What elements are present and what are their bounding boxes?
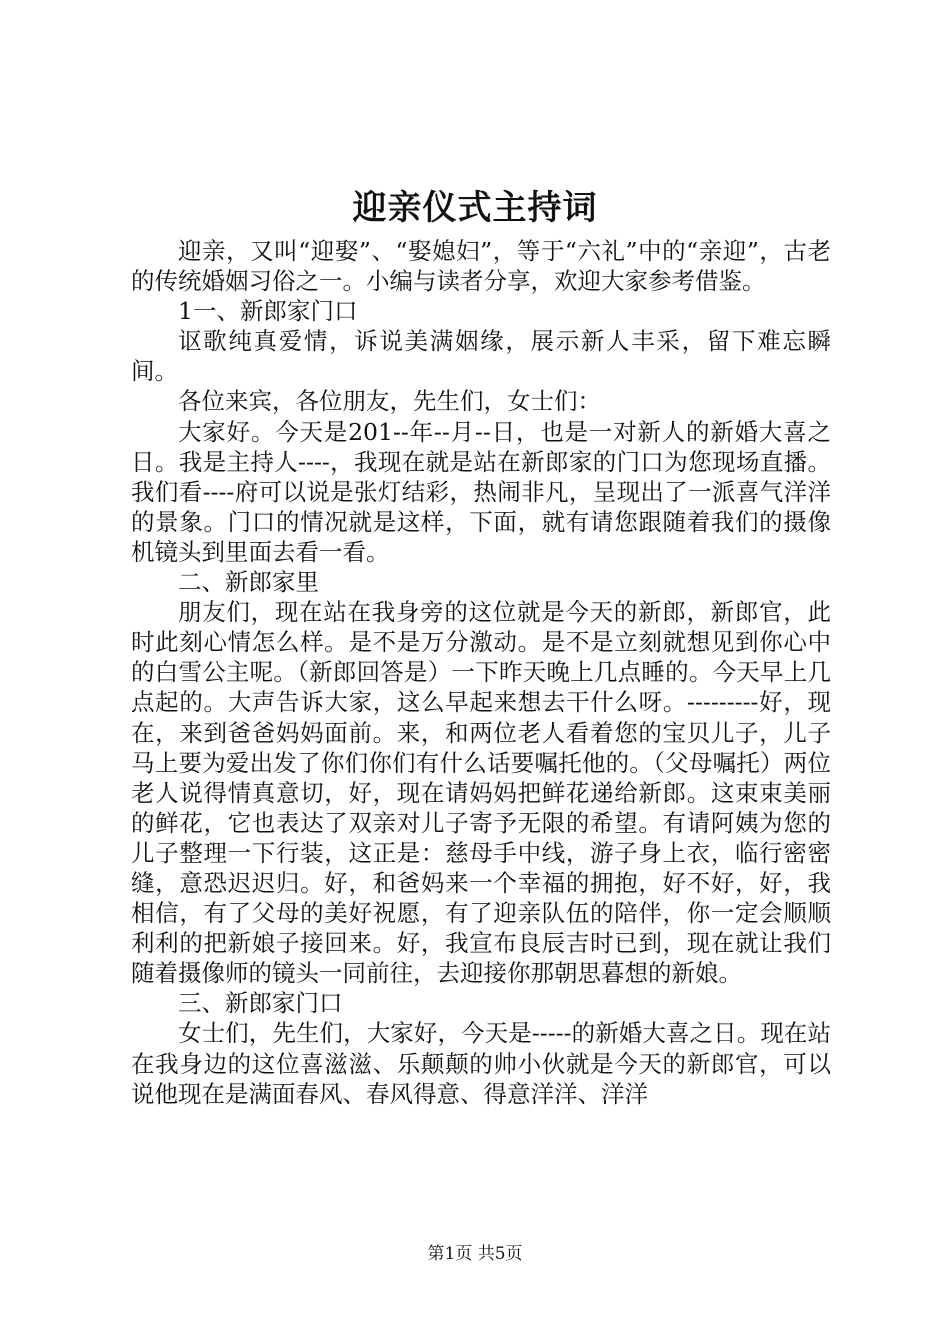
section-heading-3: 三、新郎家门口 xyxy=(178,989,343,1018)
section-heading-1: 1一、新郎家门口 xyxy=(178,297,358,326)
section1-paragraph-2: 各位来宾，各位朋友，先生们，女士们： xyxy=(178,387,601,416)
document-body xyxy=(131,236,831,1109)
section3-paragraph-1: 女士们，先生们，大家好，今天是-----的新婚大喜之日。现在站在我身边的这位喜滋滋、乐颠颠的帅小伙就是今天的新郎官，可以说他现在是满面春风、春风得意、得意洋洋、洋洋 xyxy=(131,1019,831,1108)
section1-paragraph-1: 讴歌纯真爱情，诉说美满姻缘，展示新人丰采，留下难忘瞬间。 xyxy=(131,327,831,386)
document-title: 迎亲仪式主持词 xyxy=(352,188,598,228)
page-footer: 第1页 共5页 xyxy=(427,1244,523,1264)
section2-paragraph-1: 朋友们，现在站在我身旁的这位就是今天的新郎，新郎官，此时此刻心情怎么样。是不是万分激动。是不是立刻就想见到你心中的白雪公主呢。（新郎回答是）一下昨天晚上几点睡的。今天早上几点起的。大声告诉大家，这么早起来想去干什么呀。---------好，现在，来到爸爸妈妈面前。来，和两位老人看着您的宝贝儿子，儿子马上要为爱出发了你们你们有什么话要嘱托他的。（父母嘱托）两位老人说得情真意切，好，现在请妈妈把鲜花递给新郎。这束束美丽的鲜花，它也表达了双亲对儿子寄予无限的希望。有请阿姨为您的儿子整理一下行装，这正是：慈母手中线，游子身上衣，临行密密缝，意恐迟迟归。好，和爸妈来一个幸福的拥抱，好不好，好，我相信，有了父母的美好祝愿，有了迎亲队伍的陪伴，你一定会顺顺利利的把新娘子接回来。好，我宣布良辰吉时已到，现在就让我们随着摄像师的镜头一同前往，去迎接你那朝思暮想的新娘。 xyxy=(131,598,831,988)
section-heading-2: 二、新郎家里 xyxy=(178,568,319,597)
section1-paragraph-3: 大家好。今天是201--年--月--日，也是一对新人的新婚大喜之日。我是主持人----，我现在就是站在新郎家的门口为您现场直播。我们看----府可以说是张灯结彩，热闹非凡，呈现出了一派喜气洋洋的景象。门口的情况就是这样，下面，就有请您跟随着我们的摄像机镜头到里面去看一看。 xyxy=(131,417,831,566)
intro-paragraph: 迎亲，又叫“迎娶”、“娶媳妇”，等于“六礼”中的“亲迎”，古老的传统婚姻习俗之一。小编与读者分享，欢迎大家参考借鉴。 xyxy=(131,237,831,296)
